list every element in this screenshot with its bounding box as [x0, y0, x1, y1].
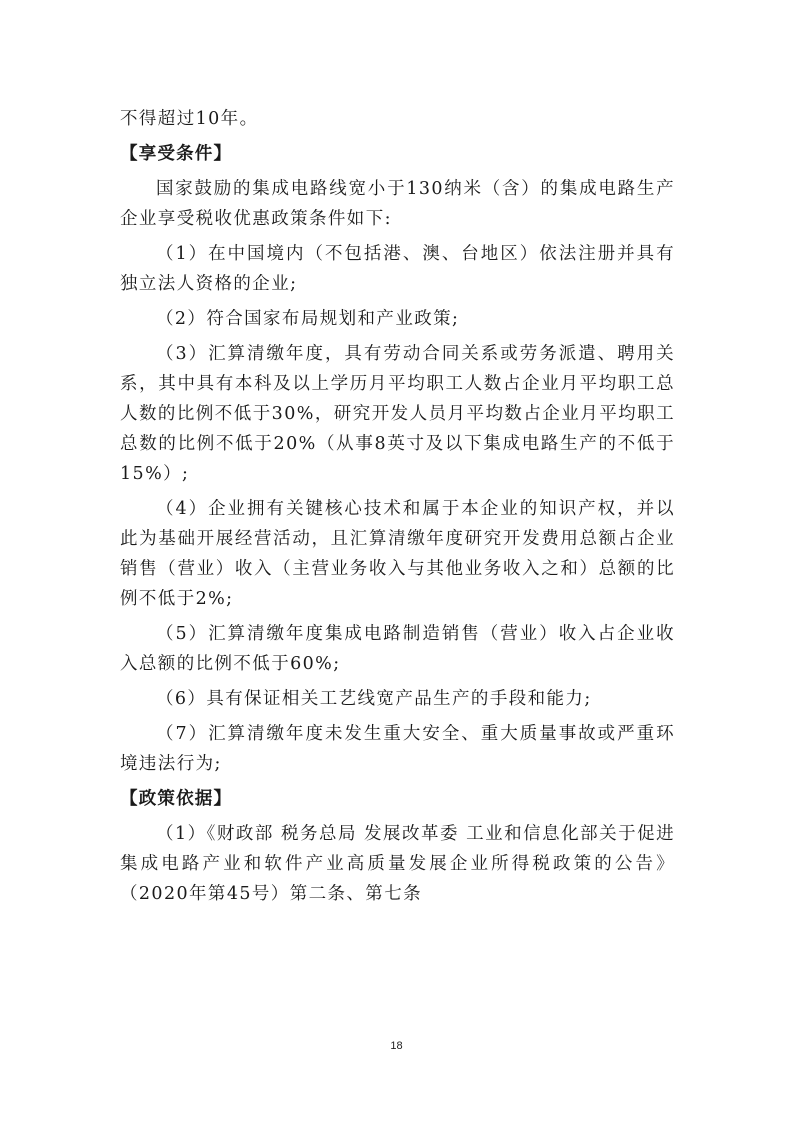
condition-item-5: （5）汇算清缴年度集成电路制造销售（营业）收入占企业收入总额的比例不低于60%;	[120, 624, 675, 674]
condition-item-3: （3）汇算清缴年度，具有劳动合同关系或劳务派遣、聘用关系，其中具有本科及以上学历月平均职工人数占企业月平均职工总人数的比例不低于30%，研究开发人员月平均数占企业月平均职工总数的比例不低于20%（从事8英寸及以下集成电路生产的不低于15%）;	[120, 344, 675, 484]
page-content	[120, 104, 675, 914]
paragraph-continuation: 不得超过10年。	[120, 109, 259, 129]
paragraph-intro: 国家鼓励的集成电路线宽小于130纳米（含）的集成电路生产企业享受税收优惠政策条件如下:	[120, 179, 675, 229]
condition-item-4: （4）企业拥有关键核心技术和属于本企业的知识产权，并以此为基础开展经营活动，且汇算清缴年度研究开发费用总额占企业销售（营业）收入（主营业务收入与其他业务收入之和）总额的比例不低于2%;	[120, 499, 675, 609]
section-heading-conditions: 【享受条件】	[120, 144, 233, 164]
basis-item-1: （1）《财政部 税务总局 发展改革委 工业和信息化部关于促进集成电路产业和软件产业高质量发展企业所得税政策的公告》（2020年第45号）第二条、第七条	[120, 824, 675, 904]
condition-item-1: （1）在中国境内（不包括港、澳、台地区）依法注册并具有独立法人资格的企业;	[120, 244, 675, 294]
section-heading-basis: 【政策依据】	[120, 789, 233, 809]
condition-item-2: （2）符合国家布局规划和产业政策;	[156, 309, 460, 329]
condition-item-6: （6）具有保证相关工艺线宽产品生产的手段和能力;	[156, 689, 592, 709]
condition-item-7: （7）汇算清缴年度未发生重大安全、重大质量事故或严重环境违法行为;	[120, 724, 675, 774]
page-number: 18	[390, 1040, 403, 1052]
